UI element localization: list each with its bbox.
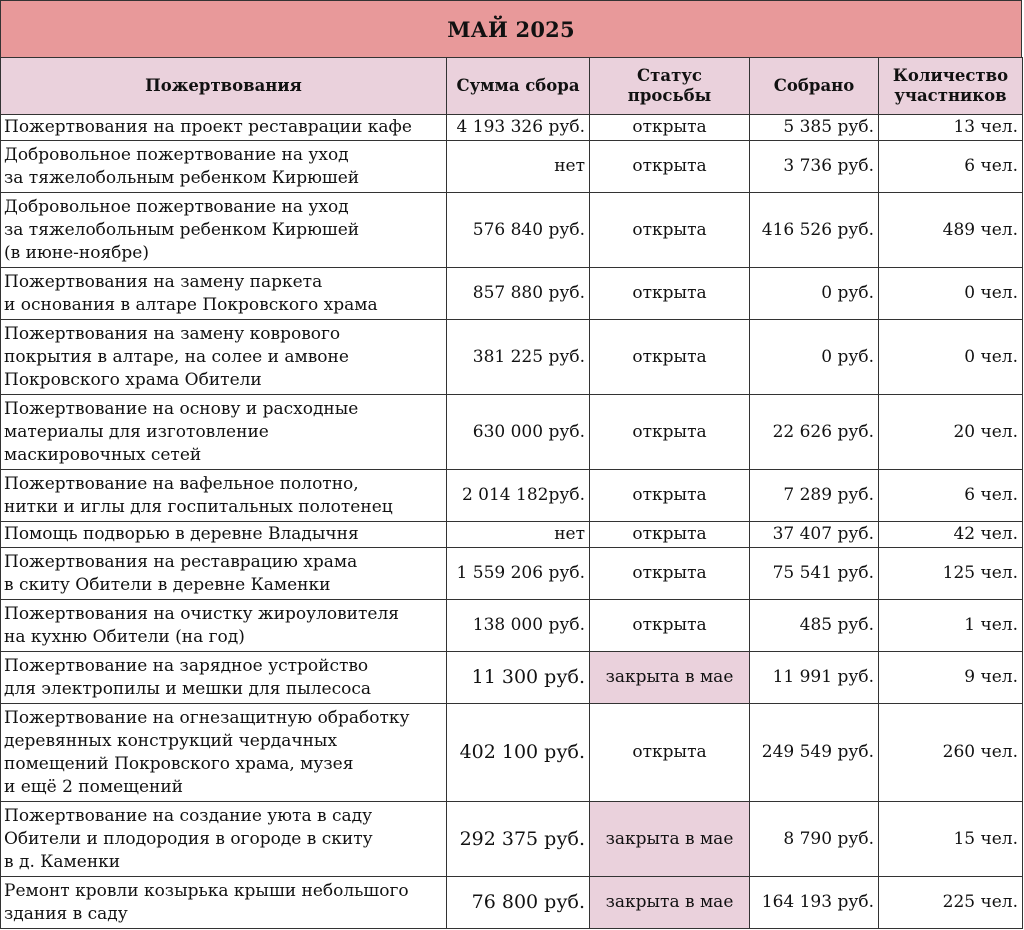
collected-amount-cell: 37 407 руб. (750, 522, 879, 548)
collected-amount-cell: 75 541 руб. (750, 548, 879, 600)
collected-amount-cell: 5 385 руб. (750, 115, 879, 141)
fundraising-sum-cell: 76 800 руб. (447, 877, 590, 929)
header-sum: Сумма сбора (447, 58, 590, 115)
collected-amount-cell: 11 991 руб. (750, 652, 879, 704)
request-status-cell: открыта (590, 704, 750, 802)
request-status-cell: открыта (590, 193, 750, 268)
request-status-cell: открыта (590, 522, 750, 548)
table-row (1, 652, 1023, 704)
participants-count-cell: 13 чел. (879, 115, 1023, 141)
collected-amount-cell: 3 736 руб. (750, 141, 879, 193)
donation-name-cell: Пожертвование на огнезащитную обработку деревянных конструкций чердачных помещений Покровского храма, музея и ещё 2 помещений (1, 704, 447, 802)
fundraising-sum-cell: 4 193 326 руб. (447, 115, 590, 141)
fundraising-sum-cell: 402 100 руб. (447, 704, 590, 802)
request-status-cell: закрыта в мае (590, 877, 750, 929)
donation-name-cell: Пожертвования на замену коврового покрытия в алтаре, на солее и амвоне Покровского храма Обители (1, 320, 447, 395)
donation-name-cell: Пожертвования на замену паркета и основания в алтаре Покровского храма (1, 268, 447, 320)
donation-name-cell: Ремонт кровли козырька крыши небольшого здания в саду (1, 877, 447, 929)
table-row (1, 395, 1023, 470)
donation-name-cell: Пожертвование на создание уюта в саду Обители и плодородия в огороде в скиту в д. Каменки (1, 802, 447, 877)
participants-count-cell: 489 чел. (879, 193, 1023, 268)
collected-amount-cell: 249 549 руб. (750, 704, 879, 802)
request-status-cell: открыта (590, 548, 750, 600)
participants-count-cell: 1 чел. (879, 600, 1023, 652)
table-row (1, 802, 1023, 877)
table-row (1, 470, 1023, 522)
request-status-cell: открыта (590, 600, 750, 652)
fundraising-sum-cell: 857 880 руб. (447, 268, 590, 320)
request-status-cell: открыта (590, 470, 750, 522)
collected-amount-cell: 485 руб. (750, 600, 879, 652)
fundraising-sum-cell: 292 375 руб. (447, 802, 590, 877)
collected-amount-cell: 0 руб. (750, 268, 879, 320)
collected-amount-cell: 0 руб. (750, 320, 879, 395)
fundraising-sum-cell: 138 000 руб. (447, 600, 590, 652)
participants-count-cell: 42 чел. (879, 522, 1023, 548)
donation-name-cell: Пожертвование на основу и расходные материалы для изготовление маскировочных сетей (1, 395, 447, 470)
fundraising-sum-cell: нет (447, 522, 590, 548)
fundraising-sum-cell: 2 014 182руб. (447, 470, 590, 522)
donation-name-cell: Пожертвования на реставрацию храма в скиту Обители в деревне Каменки (1, 548, 447, 600)
donation-name-cell: Помощь подворью в деревне Владычня (1, 522, 447, 548)
donation-name-cell: Пожертвование на зарядное устройство для электропилы и мешки для пылесоса (1, 652, 447, 704)
header-participants: Количество участников (879, 58, 1023, 115)
table-row (1, 141, 1023, 193)
fundraising-sum-cell: 630 000 руб. (447, 395, 590, 470)
request-status-cell: открыта (590, 141, 750, 193)
donation-name-cell: Пожертвования на проект реставрации кафе (1, 115, 447, 141)
collected-amount-cell: 22 626 руб. (750, 395, 879, 470)
table-row (1, 704, 1023, 802)
header-status: Статус просьбы (590, 58, 750, 115)
collected-amount-cell: 416 526 руб. (750, 193, 879, 268)
request-status-cell: закрыта в мае (590, 652, 750, 704)
participants-count-cell: 15 чел. (879, 802, 1023, 877)
request-status-cell: открыта (590, 320, 750, 395)
table-row (1, 548, 1023, 600)
donation-name-cell: Добровольное пожертвование на уход за тяжелобольным ребенком Кирюшей (1, 141, 447, 193)
collected-amount-cell: 164 193 руб. (750, 877, 879, 929)
request-status-cell: открыта (590, 395, 750, 470)
participants-count-cell: 6 чел. (879, 470, 1023, 522)
participants-count-cell: 20 чел. (879, 395, 1023, 470)
request-status-cell: открыта (590, 115, 750, 141)
donation-name-cell: Добровольное пожертвование на уход за тяжелобольным ребенком Кирюшей (в июне-ноябре) (1, 193, 447, 268)
header-collected: Собрано (750, 58, 879, 115)
collected-amount-cell: 8 790 руб. (750, 802, 879, 877)
fundraising-sum-cell: 1 559 206 руб. (447, 548, 590, 600)
participants-count-cell: 9 чел. (879, 652, 1023, 704)
request-status-cell: открыта (590, 268, 750, 320)
participants-count-cell: 225 чел. (879, 877, 1023, 929)
report-title: МАЙ 2025 (0, 0, 1022, 57)
participants-count-cell: 0 чел. (879, 320, 1023, 395)
fundraising-sum-cell: 11 300 руб. (447, 652, 590, 704)
table-row (1, 522, 1023, 548)
participants-count-cell: 6 чел. (879, 141, 1023, 193)
request-status-cell: закрыта в мае (590, 802, 750, 877)
fundraising-sum-cell: 381 225 руб. (447, 320, 590, 395)
participants-count-cell: 0 чел. (879, 268, 1023, 320)
header-row (1, 58, 1023, 115)
fundraising-sum-cell: 576 840 руб. (447, 193, 590, 268)
donation-name-cell: Пожертвование на вафельное полотно, нитки и иглы для госпитальных полотенец (1, 470, 447, 522)
table-row (1, 115, 1023, 141)
table-row (1, 268, 1023, 320)
donation-name-cell: Пожертвования на очистку жироуловителя на кухню Обители (на год) (1, 600, 447, 652)
table-row (1, 320, 1023, 395)
donations-table (0, 57, 1023, 929)
table-row (1, 600, 1023, 652)
table-row (1, 193, 1023, 268)
header-donations: Пожертвования (1, 58, 447, 115)
table-row (1, 877, 1023, 929)
fundraising-sum-cell: нет (447, 141, 590, 193)
participants-count-cell: 260 чел. (879, 704, 1023, 802)
participants-count-cell: 125 чел. (879, 548, 1023, 600)
collected-amount-cell: 7 289 руб. (750, 470, 879, 522)
